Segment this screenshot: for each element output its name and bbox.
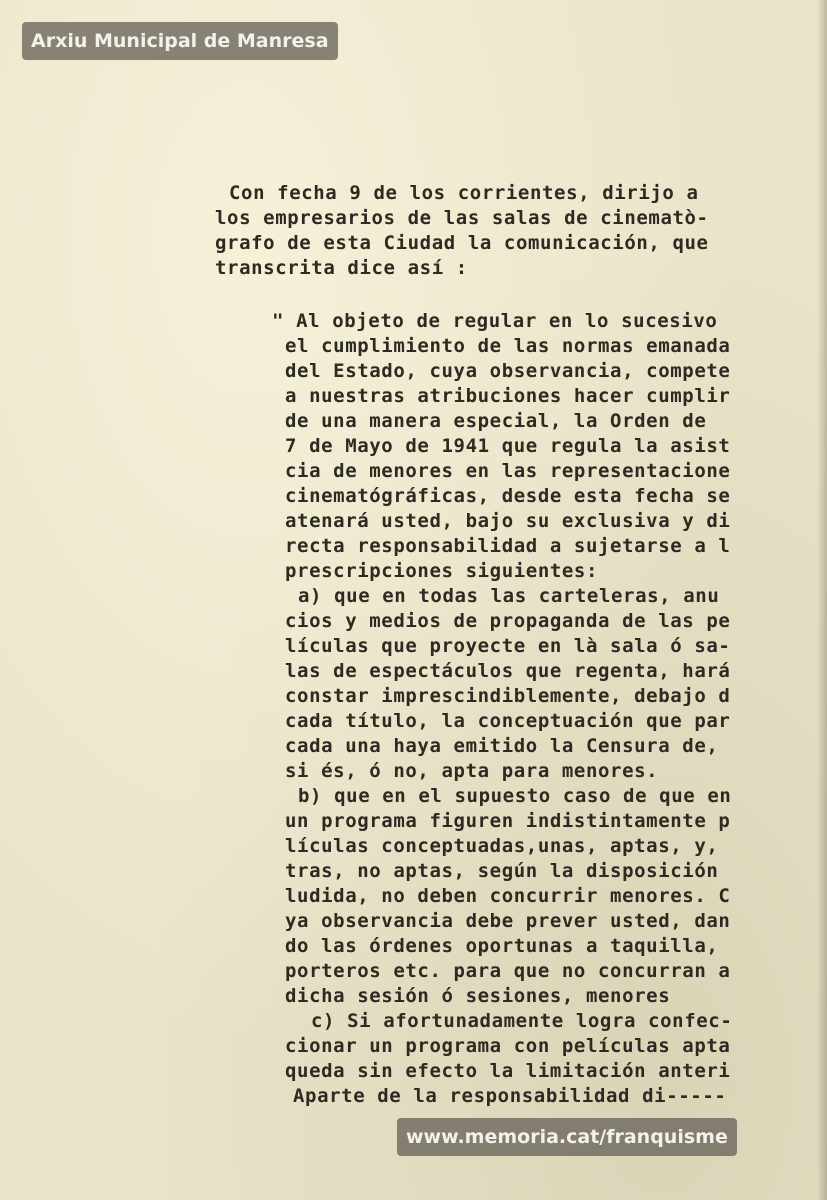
- letter-line: grafo de esta Ciudad la comunicación, que: [215, 232, 709, 254]
- letter-line: c) Si afortunadamente logra confec-: [311, 1010, 733, 1032]
- letter-line: porteros etc. para que no concurran a: [285, 960, 731, 982]
- letter-line: del Estado, cuya observancia, compete: [285, 360, 731, 382]
- letter-line: constar imprescindiblemente, debajo d: [285, 685, 731, 707]
- letter-line: atenará usted, bajo su exclusiva y di: [285, 510, 731, 532]
- letter-line: cada título, la conceptuación que par: [285, 710, 731, 732]
- letter-line: las de espectáculos que regenta, hará: [285, 660, 731, 682]
- letter-line: recta responsabilidad a sujetarse a l: [285, 535, 731, 557]
- letter-line: un programa figuren indistintamente p: [285, 810, 731, 832]
- letter-line: cada una haya emitido la Censura de,: [285, 735, 719, 757]
- letter-line: cionar un programa con películas apta: [285, 1035, 731, 1057]
- letter-line: prescripciones siguientes:: [285, 560, 599, 582]
- letter-line: el cumplimiento de las normas emanada: [285, 335, 731, 357]
- letter-line: queda sin efecto la limitación anteri: [285, 1060, 731, 1082]
- letter-line: si és, ó no, apta para menores.: [285, 760, 659, 782]
- letter-line: cia de menores en las representacione: [285, 460, 731, 482]
- letter-line: cinematógráficas, desde esta fecha se: [285, 485, 731, 507]
- letter-line: " Al objeto de regular en lo sucesivo: [272, 310, 718, 332]
- archive-watermark: Arxiu Municipal de Manresa: [22, 22, 338, 60]
- letter-line: cios y medios de propaganda de las pe: [285, 610, 731, 632]
- letter-line: los empresarios de las salas de cinematò-: [215, 207, 709, 229]
- letter-line: ludida, no deben concurrir menores. C: [285, 885, 731, 907]
- letter-line: Con fecha 9 de los corrientes, dirijo a: [229, 182, 699, 204]
- letter-line: dicha sesión ó sesiones, menores: [285, 985, 671, 1007]
- letter-line: lículas conceptuadas,unas, aptas, y,: [285, 835, 719, 857]
- letter-line: a nuestras atribuciones hacer cumplir: [285, 385, 731, 407]
- letter-line: a) que en todas las carteleras, anu: [298, 585, 720, 607]
- letter-line: 7 de Mayo de 1941 que regula la asist: [285, 435, 731, 457]
- letter-line: lículas que proyecte en là sala ó sa-: [285, 635, 731, 657]
- letter-line: ya observancia debe prever usted, dan: [285, 910, 731, 932]
- site-url-watermark: www.memoria.cat/franquisme: [397, 1118, 737, 1156]
- letter-line: Aparte de la responsabilidad di-----: [293, 1085, 727, 1107]
- letter-line: transcrita dice así :: [215, 257, 468, 279]
- letter-line: b) que en el supuesto caso de que en: [298, 785, 732, 807]
- letter-line: tras, no aptas, según la disposición: [285, 860, 719, 882]
- letter-line: de una manera especial, la Orden de: [285, 410, 707, 432]
- letter-line: do las órdenes oportunas a taquilla,: [285, 935, 719, 957]
